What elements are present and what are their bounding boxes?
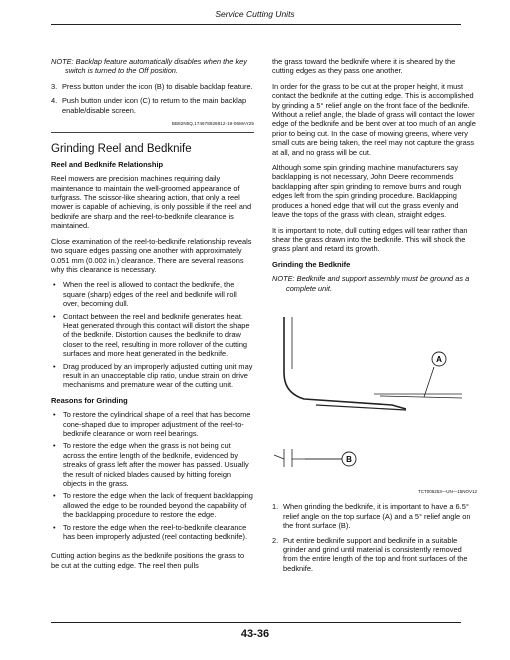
bedknife-figure (272, 299, 475, 485)
paragraph: Cutting action begins as the bedknife positions the grass to be cut at the cutting edge. The reel then pulls (51, 551, 245, 570)
step-number: 2. (272, 535, 279, 545)
step-number: 3. (51, 81, 58, 91)
section-heading: Grinding Reel and Bedknife (51, 143, 192, 156)
step-number: 1. (272, 502, 279, 512)
bullet-list (51, 280, 254, 389)
bullet-item: • To restore the edge when the grass is not being cut across the entire length of the bedknife, evidenced by streaks of grass left after the mower has passed. Usually the result of nicked blades caused by hitting foreign objects in the grass. (63, 441, 254, 488)
steps-list (51, 82, 254, 115)
header-rule (51, 24, 461, 25)
paragraph: In order for the grass to be cut at the proper height, it must contact the bedknife at the cutting edge. This is accomplished by grinding a 5° relief angle on the front face of the bedknife. Without a relief angle, the blade of grass will contact the lower edge of the bedknife and be bent over at too much of an angle prior to being cut. In the case of mowing greens, where very small cuts are being taken, the reel may not capture the grass at all, and no grass will be cut. (272, 81, 476, 157)
subheading-grinding-bedknife: Grinding the Bedknife (272, 259, 351, 269)
paragraph: the grass toward the bedknife where it is sheared by the cutting edges as they pass one another. (272, 57, 456, 76)
steps-list (272, 502, 477, 573)
step-item (51, 82, 254, 91)
running-header: Service Cutting Units (215, 9, 295, 19)
step-item (272, 502, 477, 530)
callout-a-label: A (436, 354, 442, 364)
callout-b-label: B (346, 454, 352, 464)
bullet-item: • When the reel is allowed to contact the bedknife, the square (sharp) edges of the reel and bedknife will roll over, becoming dull. (63, 280, 254, 308)
left-column (51, 57, 254, 576)
bullet-list (51, 410, 254, 541)
step-text: Push button under icon (C) to return to the main backlap enable/disable screen. (62, 96, 247, 115)
step-text: Put entire bedknife support and bedknife in a suitable grinder and grind until material is consistently removed from the entire length of the top and front surfaces of the bedknife. (283, 535, 468, 573)
step-text: When grinding the bedknife, it is important to have a 6.5° relief angle on the top surface (A) and a 5° relief angle on the front surface (B). (283, 502, 471, 531)
step-number: 4. (51, 96, 58, 106)
paragraph: Reel mowers are precision machines requiring daily maintenance to maintain the well-groomed appearance of turfgrass. The scissor-like shearing action, that only a reel mower is capable of achieving, is only possible if the reel and bedknife are sharp and the reel-to-bedknife clearance is maintained. (51, 174, 252, 231)
section-divider (51, 132, 254, 133)
figure-reference-code: TCT006253—UN—15NOV12 (417, 488, 477, 494)
paragraph: Close examination of the reel-to-bedknife relationship reveals two square edges passing one another with approximately 0.051 mm (0.002 in.) clearance. There are several reasons why this clearance is necessary. (51, 236, 252, 274)
bedknife-diagram (272, 299, 475, 485)
bullet-item: • To restore the cylindrical shape of a reel that has become cone-shaped due to improper adjustment of the reel-to-bedknife clearance or worn reel bearings. (63, 410, 254, 438)
page-number: 43-36 (240, 628, 270, 640)
section-reference-code: BB82N5Q,174678926812-19-06MAY25 (171, 121, 254, 127)
subheading-reasons: Reasons for Grinding (51, 395, 128, 405)
step-item (272, 536, 477, 574)
paragraph: Although some spin grinding machine manufacturers say backlapping is not necessary, John Deere recommends backlapping after spin grinding to remove burrs and rough edges left from the spin grinding procedure. Backlapping produces a honed edge that will cut the grass evenly and leave the tops of the grass with clean, straight edges. (272, 163, 462, 220)
paragraph: It is important to note, dull cutting edges will tear rather than shear the grass drawn into the bedknife. This will shock the grass plant and retard its growth. (272, 225, 468, 254)
step-item (51, 96, 254, 115)
backlap-note: NOTE: Backlap feature automatically disables when the key switch is turned to the Off position. (51, 57, 247, 76)
bullet-item: • Contact between the reel and bedknife generates heat. Heat generated through this contact will distort the shape of the bedknife. Distortion causes the bedknife to draw closer to the reel, resulting in more rollover of the cutting surfaces and more heat generated in the bedknife. (63, 312, 254, 359)
bullet-item: • Drag produced by an improperly adjusted cutting unit may result in an unacceptable clip ratio, undue strain on drive mechanisms and premature wear of the cutting unit. (63, 362, 254, 390)
step-text: Press button under the icon (B) to disable backlap feature. (62, 81, 253, 91)
right-column (272, 57, 477, 573)
bullet-item: • To restore the edge when the lack of frequent backlapping allowed the edge to be rounded beyond the capability of the backlapping procedure to restore the edge. (63, 491, 254, 519)
bedknife-note: NOTE: Bedknife and support assembly must be ground as a complete unit. (272, 274, 470, 293)
bullet-item: • To restore the edge when the reel-to-bedknife clearance has been improperly adjusted (reel contacting bedknife). (63, 523, 254, 542)
subheading-relationship: Reel and Bedknife Relationship (51, 159, 164, 169)
footer-rule (51, 622, 461, 623)
